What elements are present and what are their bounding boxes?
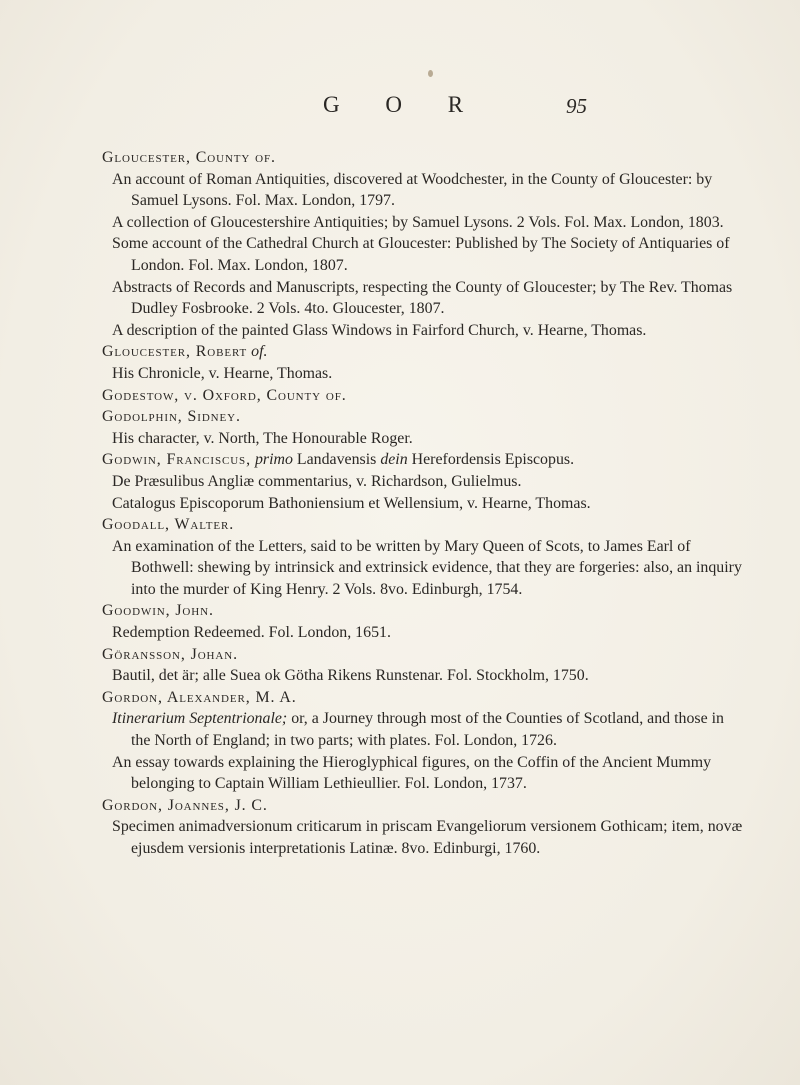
entry-heading: Gordon, Alexander, M. A. [102,688,297,706]
entry-heading: Godestow, v. Oxford, County of. [102,386,347,404]
entry-heading: Gloucester, County of. [102,149,276,166]
ink-spot [428,70,433,77]
entry-heading [96,449,746,471]
page-header [0,92,800,122]
entry-item: An examination of the Letters, said to be written by Mary Queen of Scots, to James Earl of Bothwell: shewing by intrinsick and extrinsick evidence, that they are forgeries: also, an inquiry into the murder of King Henry. 2 Vols. 8vo. Edinburgh, 1754. [112,537,742,598]
entry-item: Redemption Redeemed. Fol. London, 1651. [112,624,391,642]
entry-item: An account of Roman Antiquities, discovered at Woodchester, in the County of Gloucester: by Samuel Lysons. Fol. Max. London, 1797. [112,170,713,210]
entry-heading: Goodwin, John. [102,602,214,620]
catalogue-entry [96,406,746,449]
entry-heading: Göransson, Johan. [102,645,238,663]
entry-heading: Gordon, Joannes, J. C. [102,796,268,814]
heading-italic: dein [380,451,408,469]
catalogue-entry [96,449,746,514]
entry-item: A description of the painted Glass Windows in Fairford Church, v. Hearne, Thomas. [112,321,647,339]
catalogue-entry [96,795,746,860]
catalogue-entry [96,644,746,687]
heading-text: Herefordensis Episcopus. [411,451,575,469]
catalogue-entry [96,341,746,384]
catalogue-entry [96,147,746,341]
heading-name: Gloucester, Robert [102,343,248,361]
entry-heading: Goodall, Walter. [102,516,235,534]
entry-item: Abstracts of Records and Manuscripts, respecting the County of Gloucester; by The Rev. Thomas Dudley Fosbrooke. 2 Vols. 4to. Gloucester, 1807. [112,278,733,318]
entry-heading [96,341,746,363]
entry-item: Bautil, det är; alle Suea ok Götha Rikens Runstenar. Fol. Stockholm, 1750. [112,667,589,685]
entry-heading: Godolphin, Sidney. [102,408,241,426]
entry-item: Specimen animadversionum criticarum in priscam Evangeliorum versionem Gothicam; item, novæ ejusdem versionis interpretationis Latinæ. 8vo. Edinburgi, 1760. [112,818,743,857]
catalogue-entry [96,514,746,600]
item-text: or, a Journey through most of the Counties of Scotland, and those in the North of England; in two parts; with plates. Fol. London, 1726. [131,710,724,750]
entry-item [96,708,746,751]
heading-italic: primo [254,451,293,469]
entry-item: His character, v. North, The Honourable Roger. [112,429,413,447]
page-number: 95 [566,94,587,118]
heading-name: Godwin, Franciscus, [102,451,251,469]
heading-suffix: of. [251,343,268,361]
catalogue-entry [96,600,746,643]
entry-item: Some account of the Cathedral Church at Gloucester: Published by The Society of Antiquaries of London. Fol. Max. London, 1807. [112,235,730,274]
catalogue-entry [96,687,746,795]
item-title: Itinerarium Septentrionale; [112,710,288,728]
running-head: G O R [322,92,484,117]
catalogue-entries [96,147,746,860]
entry-item: His Chronicle, v. Hearne, Thomas. [112,364,333,382]
heading-text: Landavensis [296,451,377,469]
entry-item: A collection of Gloucestershire Antiquities; by Samuel Lysons. 2 Vols. Fol. Max. London, 1803. [112,213,724,231]
entry-item: De Præsulibus Angliæ commentarius, v. Richardson, Gulielmus. [112,472,522,490]
entry-item: An essay towards explaining the Hieroglyphical figures, on the Coffin of the Ancient Mummy belonging to Captain William Lethieullier. Fol. London, 1737. [112,753,712,793]
catalogue-entry [96,385,746,407]
entry-item: Catalogus Episcoporum Bathoniensium et Wellensium, v. Hearne, Thomas. [112,494,591,512]
